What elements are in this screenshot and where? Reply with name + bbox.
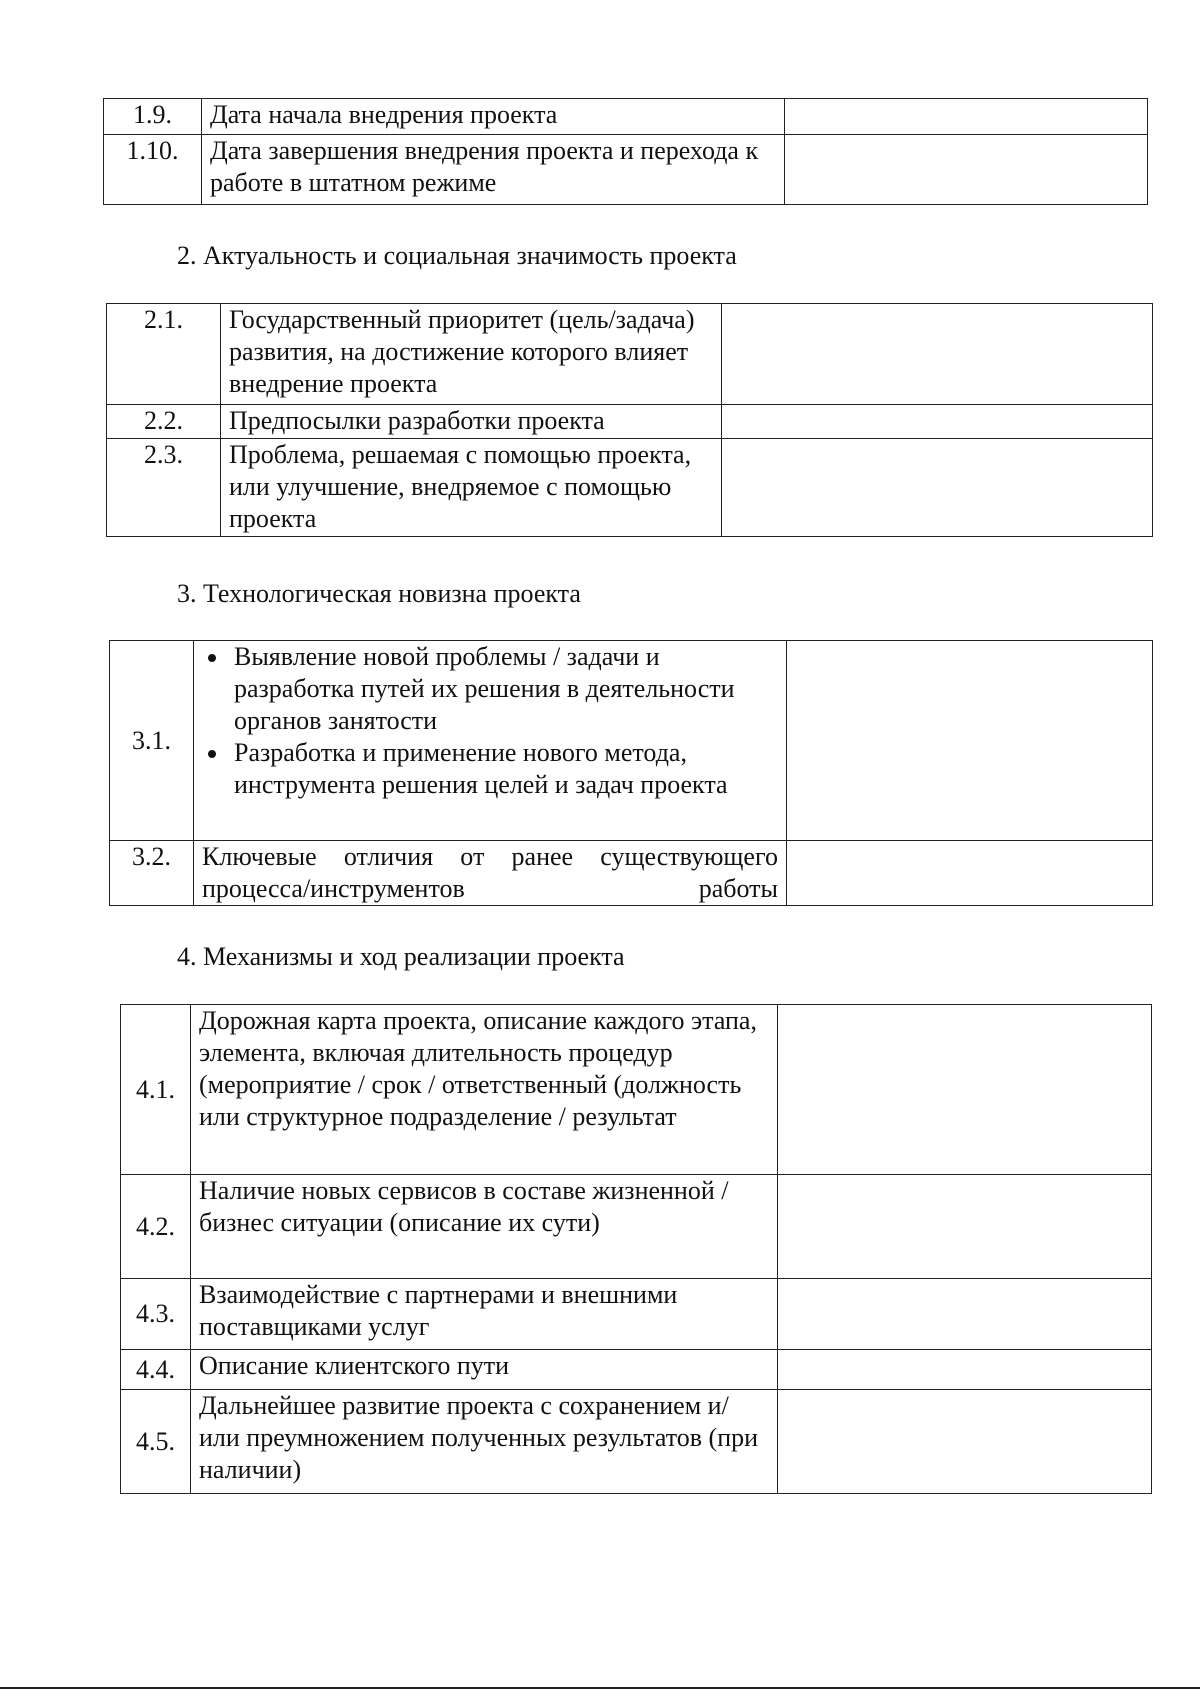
bullet-list	[196, 641, 778, 801]
section-2-table	[106, 303, 1153, 537]
table-row	[121, 1390, 1152, 1494]
table-row	[121, 1175, 1152, 1279]
row-number: 4.2.	[121, 1175, 191, 1279]
row-value-cell[interactable]	[778, 1005, 1152, 1175]
table-row	[104, 135, 1148, 205]
row-number: 1.10.	[104, 135, 202, 205]
row-label: Дорожная карта проекта, описание каждого этапа, элемента, включая длительность процедур (мероприятие / срок / ответственный (должность или структурное подразделение / результат	[191, 1005, 778, 1175]
row-number: 4.5.	[121, 1390, 191, 1494]
row-label: Ключевые отличия от ранее существующего процесса/инструментов работы	[194, 841, 787, 906]
row-value-cell[interactable]	[778, 1390, 1152, 1494]
table-row	[110, 641, 1153, 841]
section-4-table-wrapper	[120, 1004, 1152, 1494]
row-label: Описание клиентского пути	[191, 1350, 778, 1390]
row-value-cell[interactable]	[722, 304, 1153, 405]
row-value-cell[interactable]	[778, 1279, 1152, 1350]
table-row	[107, 439, 1153, 537]
row-label: Дата завершения внедрения проекта и перехода к работе в штатном режиме	[202, 135, 785, 205]
row-label: Предпосылки разработки проекта	[221, 405, 722, 439]
row-label: Дальнейшее развитие проекта с сохранением и/или преумножением полученных результатов (при наличии)	[191, 1390, 778, 1494]
row-number: 2.1.	[107, 304, 221, 405]
row-number: 4.4.	[121, 1350, 191, 1390]
row-number: 1.9.	[104, 99, 202, 135]
table-row	[107, 304, 1153, 405]
row-label: Дата начала внедрения проекта	[202, 99, 785, 135]
table-row	[107, 405, 1153, 439]
row-number: 2.2.	[107, 405, 221, 439]
row-number: 4.3.	[121, 1279, 191, 1350]
row-number: 3.2.	[110, 841, 194, 906]
table-row	[104, 99, 1148, 135]
section-3-table	[109, 640, 1153, 906]
bullet-item: • Выявление новой проблемы / задачи и разработка путей их решения в деятельности органов занятости	[230, 641, 778, 737]
row-value-cell[interactable]	[785, 99, 1148, 135]
table-row	[110, 841, 1153, 906]
section-1-table	[103, 98, 1148, 205]
section-3-heading: 3. Технологическая новизна проекта	[177, 579, 581, 608]
section-4-table	[120, 1004, 1152, 1494]
bottom-divider	[0, 1687, 1200, 1689]
row-label: Взаимодействие с партнерами и внешними поставщиками услуг	[191, 1279, 778, 1350]
row-value-cell[interactable]	[785, 135, 1148, 205]
row-value-cell[interactable]	[722, 439, 1153, 537]
row-number: 2.3.	[107, 439, 221, 537]
row-label: Наличие новых сервисов в составе жизненной / бизнес ситуации (описание их сути)	[191, 1175, 778, 1279]
section-1-table-wrapper	[103, 98, 1148, 205]
section-3-table-wrapper	[109, 640, 1153, 906]
section-2-table-wrapper	[106, 303, 1153, 537]
row-value-cell[interactable]	[778, 1175, 1152, 1279]
row-value-cell[interactable]	[787, 641, 1153, 841]
table-row	[121, 1005, 1152, 1175]
row-value-cell[interactable]	[722, 405, 1153, 439]
row-value-cell[interactable]	[778, 1350, 1152, 1390]
row-label	[194, 641, 787, 841]
section-4-heading: 4. Механизмы и ход реализации проекта	[177, 942, 625, 971]
bullet-item: • Разработка и применение нового метода, инструмента решения целей и задач проекта	[230, 737, 778, 801]
row-number: 4.1.	[121, 1005, 191, 1175]
row-label: Проблема, решаемая с помощью проекта, или улучшение, внедряемое с помощью проекта	[221, 439, 722, 537]
row-number: 3.1.	[110, 641, 194, 841]
table-row	[121, 1350, 1152, 1390]
row-value-cell[interactable]	[787, 841, 1153, 906]
table-row	[121, 1279, 1152, 1350]
section-2-heading: 2. Актуальность и социальная значимость проекта	[177, 241, 737, 270]
row-label: Государственный приоритет (цель/задача) развития, на достижение которого влияет внедрение проекта	[221, 304, 722, 405]
